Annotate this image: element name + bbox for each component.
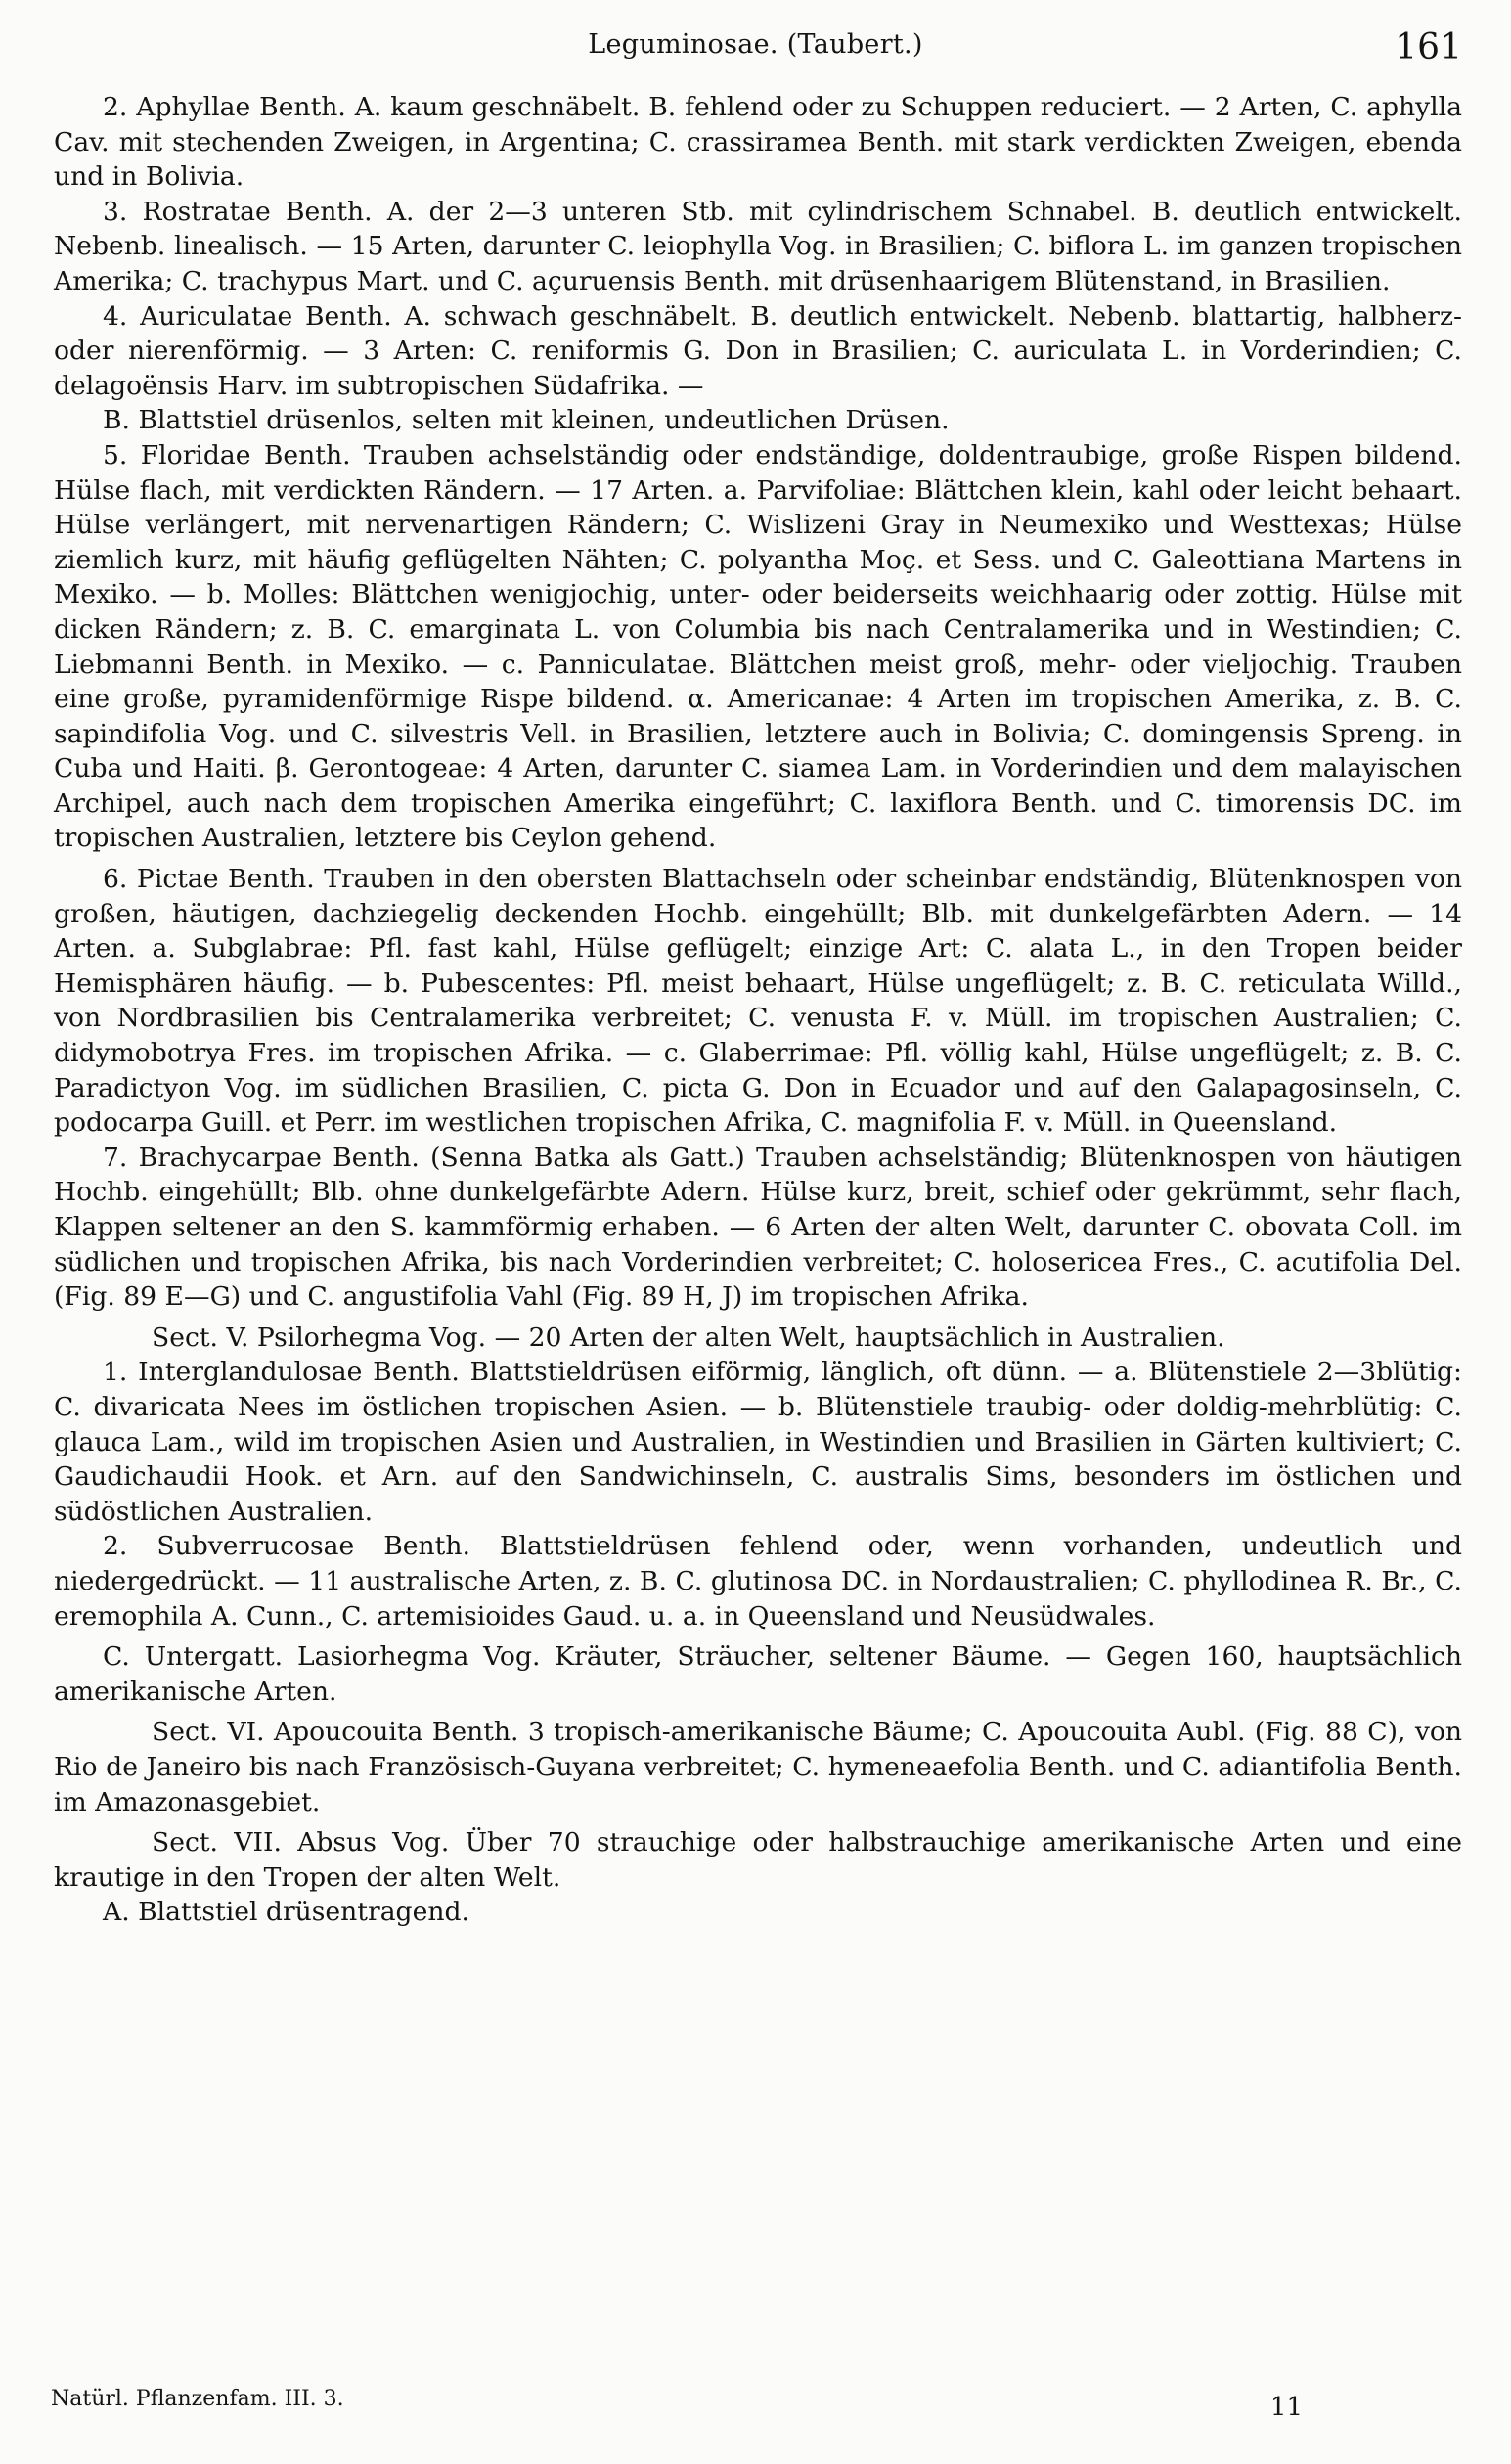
paragraph-untergatt-lasiorhegma: C. Untergatt. Lasiorhegma Vog. Kräuter, Sträucher, seltener Bäume. — Gegen 160, hauptsächlich amerikanische Arten. [54,1641,1462,1707]
paragraph-sect-v-psilorhegma: Sect. V. Psilorhegma Vog. — 20 Arten der alten Welt, hauptsächlich in Australien. [152,1322,1225,1353]
paragraph-auriculatae: 4. Auriculatae Benth. A. schwach geschnäbelt. B. deutlich entwickelt. Nebenb. blattartig, halbherz- oder nierenförmig. — 3 Arten: C. reniformis G. Don in Brasilien; C. auriculata L. in Vorderindien; C. delagoënsis Harv. im subtropischen Südafrika. — [54,300,1462,401]
page-footer [51,2387,1459,2445]
paragraph-sect-vi-apoucouita: Sect. VI. Apoucouita Benth. 3 tropisch-amerikanische Bäume; C. Apoucouita Aubl. (Fig. 88 C), von Rio de Janeiro bis nach Französisch-Guyana verbreitet; C. hymeneaefolia Benth. und C. adiantifolia Benth. im Amazonasgebiet. [54,1717,1462,1817]
running-title: Leguminosae. (Taubert.) [588,29,923,60]
paragraph-brachycarpae: 7. Brachycarpae Benth. (Senna Batka als Gatt.) Trauben achselständig; Blütenknospen von häutigen Hochb. eingehüllt; Blb. ohne dunkelgefärbte Adern. Hülse kurz, breit, schief oder gekrümmt, sehr flach, Klappen seltener an den S. kammförmig erhaben. — 6 Arten der alten Welt, darunter C. obovata Coll. im südlichen und tropischen Afrika, bis nach Vorderindien verbreitet; C. holosericea Fres., C. acutifolia Del. (Fig. 89 E—G) und C. angustifolia Vahl (Fig. 89 H, J) im tropischen Afrika. [54,1142,1462,1313]
page-body [54,90,1462,1930]
paragraph-group-b: B. Blattstiel drüsenlos, selten mit kleinen, undeutlichen Drüsen. [103,405,950,436]
footer-signature: 11 [1269,2393,1303,2422]
paragraph-sect-vii-absus: Sect. VII. Absus Vog. Über 70 strauchige oder halbstrauchige amerikanische Arten und eine krautige in den Tropen der alten Welt. [54,1827,1462,1893]
paragraph-subverrucosae: 2. Subverrucosae Benth. Blattstieldrüsen fehlend oder, wenn vorhanden, undeutlich und niedergedrückt. — 11 australische Arten, z. B. C. glutinosa DC. in Nordaustralien; C. phyllodinea R. Br., C. eremophila A. Cunn., C. artemisioides Gaud. u. a. in Queensland und Neusüdwales. [54,1531,1462,1632]
paragraph-pictae: 6. Pictae Benth. Trauben in den obersten Blattachseln oder scheinbar endständig, Blütenknospen von großen, häutigen, dachziegelig deckenden Hochb. eingehüllt; Blb. mit dunkelgefärbten Adern. — 14 Arten. a. Subglabrae: Pfl. fast kahl, Hülse geflügelt; einzige Art: C. alata L., in den Tropen beider Hemisphären häufig. — b. Pubescentes: Pfl. meist behaart, Hülse ungeflügelt; z. B. C. reticulata Willd., von Nordbrasilien bis Centralamerika verbreitet; C. venusta F. v. Müll. im tropischen Australien; C. didymobotrya Fres. im tropischen Afrika. — c. Glaberrimae: Pfl. völlig kahl, Hülse ungeflügelt; z. B. C. Paradictyon Vog. im südlichen Brasilien, C. picta G. Don in Ecuador und auf den Galapagosinseln, C. podocarpa Guill. et Perr. im westlichen tropischen Afrika, C. magnifolia F. v. Müll. in Queensland. [54,864,1462,1139]
page-number: 161 [1395,27,1462,67]
paragraph-rostratae: 3. Rostratae Benth. A. der 2—3 unteren Stb. mit cylindrischem Schnabel. B. deutlich entwickelt. Nebenb. linealisch. — 15 Arten, darunter C. leiophylla Vog. in Brasilien; C. biflora L. im ganzen tropischen Amerika; C. trachypus Mart. und C. açuruensis Benth. mit drüsenhaarigem Blütenstand, in Brasilien. [54,196,1462,296]
paragraph-interglandulosae: 1. Interglandulosae Benth. Blattstieldrüsen eiförmig, länglich, oft dünn. — a. Blütenstiele 2—3blütig: C. divaricata Nees im östlichen tropischen Asien. — b. Blütenstiele traubig- oder doldig-mehrblütig: C. glauca Lam., wild im tropischen Asien und Australien, in Westindien und Brasilien in Gärten kultiviert; C. Gaudichaudii Hook. et Arn. auf den Sandwichinseln, C. australis Sims, besonders im östlichen und südöstlichen Australien. [54,1357,1462,1527]
footer-source: Natürl. Pflanzenfam. III. 3. [51,2387,344,2411]
paragraph-floridae: 5. Floridae Benth. Trauben achselständig oder endständige, doldentraubige, große Rispen bildend. Hülse flach, mit verdickten Rändern. — 17 Arten. a. Parvifoliae: Blättchen klein, kahl oder leicht behaart. Hülse verlängert, mit nervenartigen Rändern; C. Wislizeni Gray in Neumexiko und Westtexas; Hülse ziemlich kurz, mit häufig geflügelten Nähten; C. polyantha Moç. et Sess. und C. Galeottiana Martens in Mexiko. — b. Molles: Blättchen wenigjochig, unter- oder beiderseits weichhaarig oder zottig. Hülse mit dicken Rändern; z. B. C. emarginata L. von Columbia bis nach Centralamerika und in Westindien; C. Liebmanni Benth. in Mexiko. — c. Panniculatae. Blättchen meist groß, mehr- oder vieljochig. Trauben eine große, pyramidenförmige Rispe bildend. α. Americanae: 4 Arten im tropischen Amerika, z. B. C. sapindifolia Vog. und C. silvestris Vell. in Brasilien, letztere auch in Bolivia; C. domingensis Spreng. in Cuba und Haiti. β. Gerontogeae: 4 Arten, darunter C. siamea Lam. in Vorderindien und dem malayischen Archipel, auch nach dem tropischen Amerika eingeführt; C. laxiflora Benth. und C. timorensis DC. im tropischen Australien, letztere bis Ceylon gehend. [54,439,1462,854]
page-header [0,22,1511,80]
paragraph-aphyllae: 2. Aphyllae Benth. A. kaum geschnäbelt. B. fehlend oder zu Schuppen reduciert. — 2 Arten, C. aphylla Cav. mit stechenden Zweigen, in Argentina; C. crassiramea Benth. mit stark verdickten Zweigen, ebenda und in Bolivia. [54,92,1462,193]
paragraph-group-a: A. Blattstiel drüsentragend. [103,1897,469,1928]
